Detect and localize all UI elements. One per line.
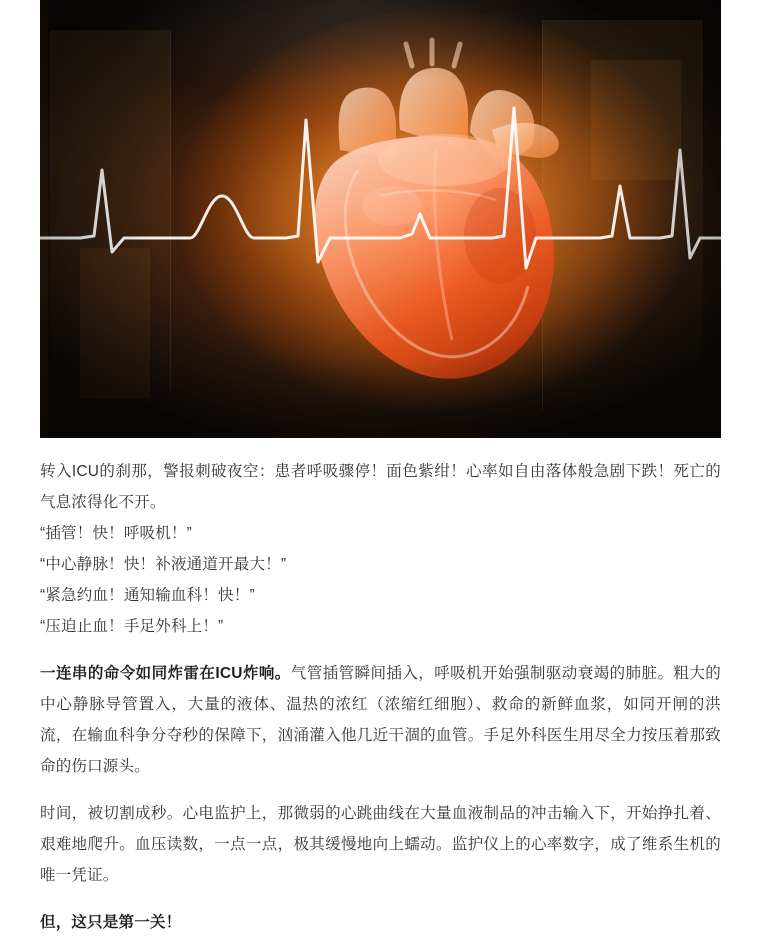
paragraph-3: 时间，被切割成秒。心电监护上，那微弱的心跳曲线在大量血液制品的冲击输入下，开始挣扎着、艰难地爬升。血压读数，一点一点，极其缓慢地向上蠕动。监护仪上的心率数字，成了维系生机的唯一凭证。	[40, 805, 721, 884]
paragraph-4-emphasis: 但，这只是第一关！	[40, 914, 182, 931]
paragraph-quote-3: “紧急约血！通知输血科！快！”	[40, 587, 255, 604]
article-body	[40, 438, 721, 938]
paragraph-2	[40, 658, 721, 782]
hero-image	[40, 0, 721, 438]
paragraph-2-text: 气管插管瞬间插入，呼吸机开始强制驱动衰竭的肺脏。粗大的中心静脉导管置入，大量的液体、温热的浓红（浓缩红细胞）、救命的新鲜血浆，如同开闸的洪流，在输血科争分夺秒的保障下，汹涌灌入他几近干涸的血管。手足外科医生用尽全力按压着那致命的伤口源头。	[40, 665, 721, 775]
paragraph-1: 转入ICU的刹那，警报刺破夜空：患者呼吸骤停！面色紫绀！心率如自由落体般急剧下跌！死亡的气息浓得化不开。	[40, 463, 721, 511]
paragraph-quote-4: “压迫止血！手足外科上！”	[40, 618, 224, 635]
paragraph-quote-1: “插管！快！呼吸机！”	[40, 525, 193, 542]
paragraph-quote-2: “中心静脉！快！补液通道开最大！”	[40, 556, 287, 573]
ecg-waveform-icon	[40, 0, 721, 438]
paragraph-2-lead: 一连串的命令如同炸雷在ICU炸响。	[40, 665, 291, 682]
